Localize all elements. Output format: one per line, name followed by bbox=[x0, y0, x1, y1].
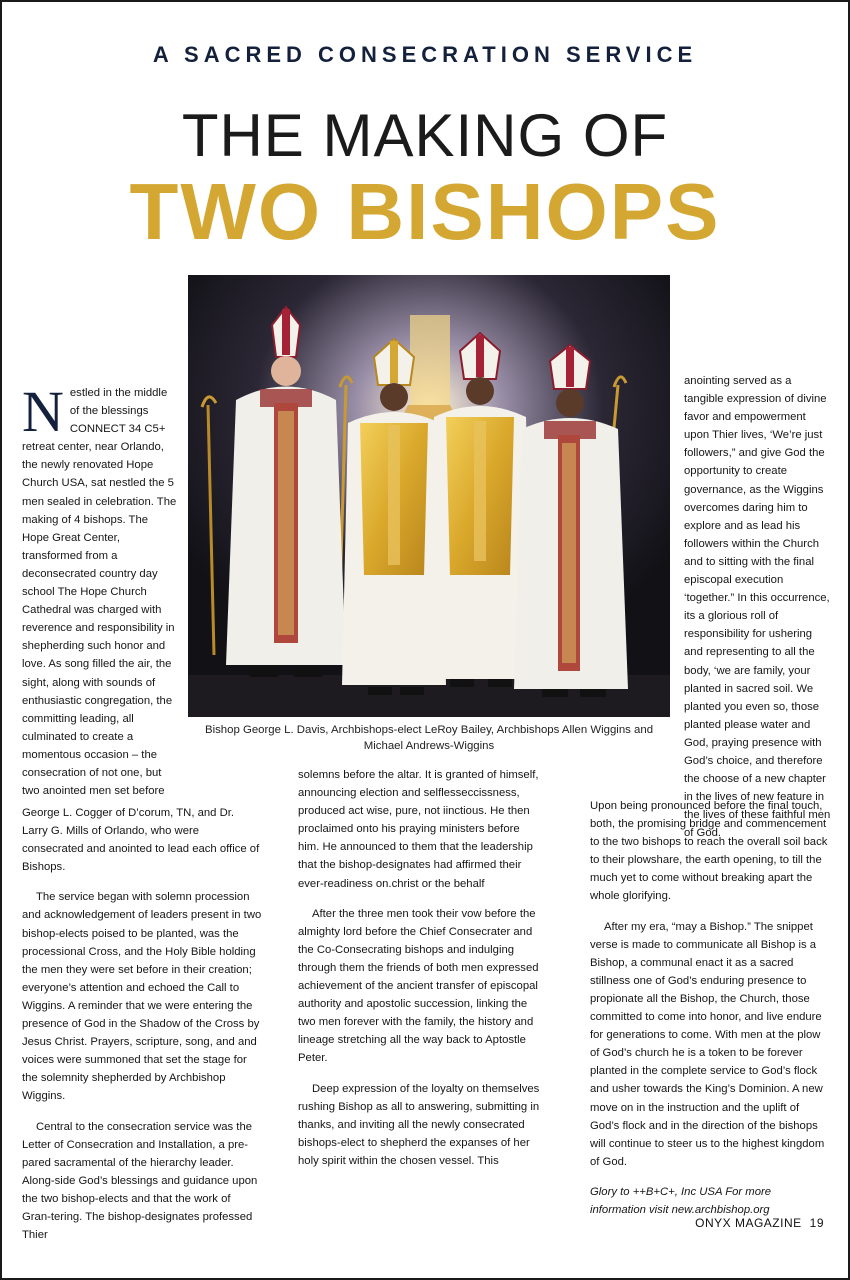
middle-paragraph-2: After the three men took their vow before the almighty lord before the Chief Consecrater and the Co-Consecrating bishops and indulging through them the friends of both men expressed achievement of the ancient transfer of episcopal authority and apostolic succession, linking the two men forever with the family, the history and lineage stretching all the way back to Aptostle Peter. bbox=[298, 907, 539, 1065]
title-line-1: THE MAKING OF bbox=[181, 102, 669, 169]
right-paragraph-1: anointing served as a tangible expression of divine favor and empowerment upon Thier lives, ‘We’re just followers,” and give God the opportunity to create governance, as the Wiggins overcomes daring him to explore and as lead his followers within the Church and to sitting with the final episcopal execution ‘together.” In this occurrence, its a glorious roll of responsibility for ushering and representing to all the body, ‘we are family, your planted in sacred soil. We planted you even so, those planted please water and God, praying presence with God’s choice, and therefore the choose of a new chapter in the lives of new feature in the lives of these faithful men of God. bbox=[684, 375, 831, 840]
page-number: 19 bbox=[809, 1216, 824, 1230]
middle-paragraph-1: solemns before the altar. It is granted of himself, announcing election and selflesseccissness, produced act wise, pure, not iinctious. He then proclaimed onto his praying ministers before him. He announced to them that the leadership that the bishop-designates had affirmed their ever-readiness on.christ or the behalf bbox=[298, 769, 539, 890]
bishops-photo-illustration bbox=[188, 275, 670, 717]
right-column-top bbox=[684, 372, 834, 854]
kicker-heading: A SACRED CONSECRATION SERVICE bbox=[152, 42, 698, 67]
title-line-2: TWO BISHOPS bbox=[129, 167, 721, 256]
left-column-bottom bbox=[22, 804, 262, 1256]
photo-caption: Bishop George L. Davis, Archbishops-elect LeRoy Bailey, Archbishops Allen Wiggins and Michael Andrews-Wiggins bbox=[204, 724, 654, 752]
left-paragraph-2: The service began with solemn procession and acknowledgement of leaders present in two bishop-elects poised to be planted, was the processional Cross, and the Holy Bible holding the men they were set before in their creation; everyone’s attention and echoed the Call to Wiggins. A reminder that we were entering the presence of God in the Shadow of the Cross by Jesus Christ. Prayers, scripture, song, and and voices were summoned that set the stage for the solemnity shepherded by Archbishop Wiggins. bbox=[22, 891, 262, 1103]
middle-column bbox=[298, 766, 543, 1182]
drop-cap: N bbox=[22, 379, 64, 444]
right-paragraph-3: After my era, “may a Bishop.” The snippet verse is made to communicate all Bishop is a Bishop, a communal enact it as a sacred stillness one of God’s enduring presence to propionate all the Bishop, the Church, those committed to come into honor, and live endure for generations to come. With men at the plow of God’s church he is a token to be forever planted in the complete service to God’s flock and usher towards the King’s Dominion. A new move on in the instruction and the uplift of God’s flock and in the direction of the bishops will continue to steer us to the highest kingdom of God. bbox=[590, 920, 825, 1168]
right-column-bottom bbox=[590, 797, 828, 1231]
page-footer bbox=[687, 1216, 824, 1230]
bishops-photo bbox=[188, 275, 670, 717]
magazine-name: ONYX MAGAZINE bbox=[695, 1216, 802, 1230]
left-paragraph-3: Central to the consecration service was the Letter of Consecration and Installation, a pre-pared sacramental of the hierarchy leader. Along-side God’s blessings and guidance upon the two bishop-elects and that the work of Gran-tering. The bishop-designates professed Thier bbox=[22, 1120, 258, 1242]
left-paragraph-1-end: George L. Cogger of D’corum, TN, and Dr. Larry G. Mills of Orlando, who were consecrated and anointed to lead each office of Bishops. bbox=[22, 807, 260, 874]
left-column-top-text: estled in the middle of the blessings CONNECT 34 C5+ retreat center, near Orlando, the newly renovated Hope Church USA, sat nestled the 5 men sealed in celebration. The making of 4 bishops. The Hope Great Center, transformed from a deconsecrated country day school The Hope Church Cathedral was charged with reverence and responsibility in shepherding such honor and love. As song filled the air, the sight, along with sounds of enthusiastic congregation, the committing leading, all culminated to create a momentous occasion – the consecration of not one, but two anointed men set before bbox=[22, 387, 177, 798]
left-column-top bbox=[22, 379, 177, 800]
middle-paragraph-3: Deep expression of the loyalty on themselves rushing Bishop as all to answering, submitting in thanks, and inviting all the newly consecrated bishops-elect to shepherd the expanses of her holy spirit within the chosen vessel. This bbox=[298, 1082, 540, 1167]
right-paragraph-2: Upon being pronounced before the final touch, both, the promising bridge and commencement to the two bishops to reach the overall soil back to their plowshare, the earth opening, to till the much yet to come without breaking apart the whole glorifying. bbox=[590, 800, 828, 903]
right-paragraph-closing: Glory to ++B+C+, Inc USA For more information visit new.archbishop.org bbox=[590, 1185, 772, 1216]
